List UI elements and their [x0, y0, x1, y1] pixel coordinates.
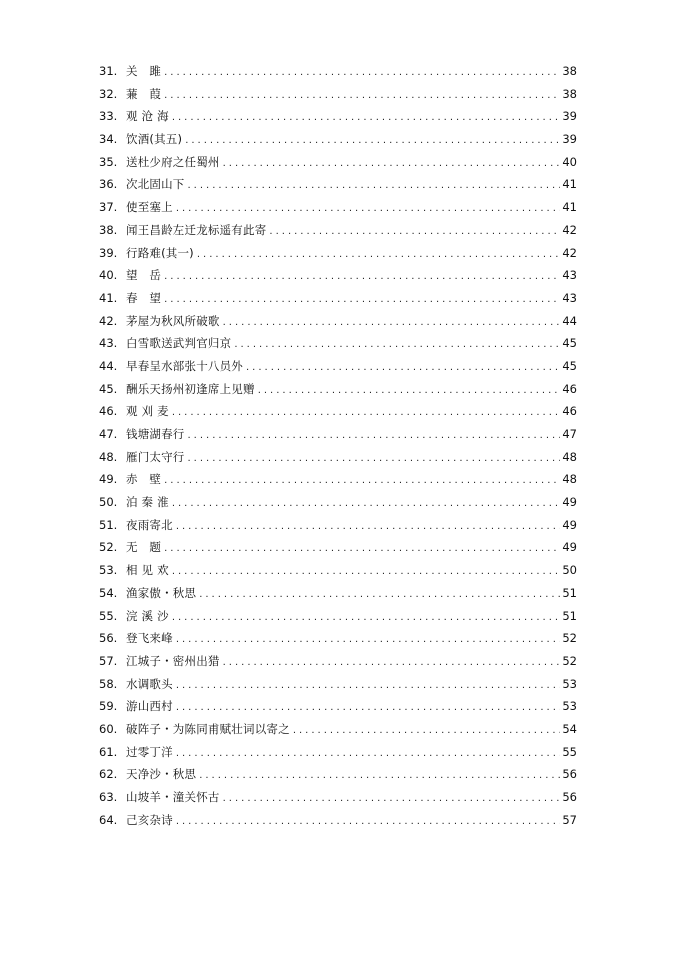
toc-entry-page: 38	[562, 86, 577, 101]
dot-leader	[223, 312, 561, 335]
toc-entry[interactable]	[99, 786, 577, 809]
toc-entry-number: 58.	[99, 676, 118, 691]
toc-entry-title: 茅屋为秋风所破歌	[126, 313, 220, 328]
toc-entry-number: 43.	[99, 336, 118, 351]
dot-leader	[234, 334, 560, 357]
dot-leader	[246, 357, 560, 380]
toc-entry-title: 相 见 欢	[126, 563, 169, 578]
toc-entry-number: 64.	[99, 812, 118, 827]
toc-entry-page: 43	[562, 268, 577, 283]
toc-entry[interactable]	[99, 582, 577, 605]
dot-leader	[176, 629, 561, 652]
toc-entry-title: 渔家傲・秋思	[126, 585, 197, 600]
toc-entry-number: 56.	[99, 631, 118, 646]
dot-leader	[176, 198, 561, 221]
toc-entry-page: 38	[562, 64, 577, 78]
toc-entry-title: 白雪歌送武判官归京	[126, 336, 232, 351]
toc-entry-number: 31.	[99, 64, 118, 78]
toc-entry-page: 53	[562, 699, 577, 714]
dot-leader	[176, 675, 561, 698]
toc-entry-title: 泊 秦 淮	[126, 495, 169, 510]
dot-leader	[172, 561, 561, 584]
toc-entry-page: 41	[562, 177, 577, 192]
toc-entry-number: 34.	[99, 132, 118, 147]
toc-entry[interactable]	[99, 400, 577, 423]
toc-entry-number: 54.	[99, 585, 118, 600]
toc-entry[interactable]	[99, 536, 577, 559]
toc-entry-number: 48.	[99, 449, 118, 464]
toc-entry-page: 49	[562, 540, 577, 555]
toc-entry[interactable]	[99, 287, 577, 310]
toc-entry[interactable]	[99, 741, 577, 764]
toc-entry-title: 浣 溪 沙	[126, 608, 169, 623]
toc-entry-title: 赤 壁	[126, 472, 162, 487]
toc-entry-page: 45	[562, 336, 577, 351]
toc-entry-page: 40	[562, 154, 577, 169]
toc-entry-title: 破阵子・为陈同甫赋壮词以寄之	[126, 721, 290, 736]
toc-entry[interactable]	[99, 559, 577, 582]
toc-entry-number: 57.	[99, 653, 118, 668]
toc-entry-number: 63.	[99, 790, 118, 804]
toc-entry[interactable]	[99, 83, 577, 106]
toc-entry[interactable]	[99, 151, 577, 174]
dot-leader	[176, 811, 561, 834]
toc-entry-title: 早春呈水部张十八员外	[126, 358, 243, 373]
table-of-contents	[99, 60, 577, 831]
toc-entry-title: 水调歌头	[126, 676, 173, 691]
toc-entry-page: 53	[562, 676, 577, 691]
toc-entry[interactable]	[99, 378, 577, 401]
toc-entry-page: 55	[562, 744, 577, 759]
toc-entry-number: 46.	[99, 404, 118, 419]
toc-entry-title: 江城子・密州出猎	[126, 653, 220, 668]
toc-entry[interactable]	[99, 468, 577, 491]
toc-entry[interactable]	[99, 627, 577, 650]
toc-entry-page: 46	[562, 381, 577, 396]
toc-entry-page: 54	[562, 721, 577, 736]
toc-entry[interactable]	[99, 105, 577, 128]
toc-entry-page: 44	[562, 313, 577, 328]
toc-entry-title: 登飞来峰	[126, 631, 173, 646]
dot-leader	[293, 720, 561, 743]
toc-entry[interactable]	[99, 809, 577, 832]
toc-entry-title: 观 沧 海	[126, 109, 169, 124]
toc-entry-title: 关 雎	[126, 64, 162, 78]
toc-entry-title: 过零丁洋	[126, 744, 173, 759]
toc-entry-title: 春 望	[126, 290, 162, 305]
dot-leader	[188, 175, 561, 198]
toc-entry[interactable]	[99, 173, 577, 196]
toc-entry-page: 49	[562, 517, 577, 532]
toc-entry-page: 42	[562, 245, 577, 260]
dot-leader	[176, 516, 561, 539]
toc-entry[interactable]	[99, 673, 577, 696]
toc-entry-number: 36.	[99, 177, 118, 192]
toc-entry-page: 52	[562, 631, 577, 646]
toc-entry-page: 56	[562, 767, 577, 782]
toc-entry-number: 52.	[99, 540, 118, 555]
dot-leader	[199, 765, 560, 788]
toc-entry-number: 41.	[99, 290, 118, 305]
toc-entry-number: 55.	[99, 608, 118, 623]
toc-entry-page: 46	[562, 404, 577, 419]
toc-entry-number: 53.	[99, 563, 118, 578]
toc-entry-page: 48	[562, 449, 577, 464]
toc-entry-number: 61.	[99, 744, 118, 759]
toc-entry-title: 行路难(其一)	[126, 245, 194, 260]
dot-leader	[258, 380, 561, 403]
toc-entry-page: 52	[562, 653, 577, 668]
toc-entry[interactable]	[99, 763, 577, 786]
toc-entry-title: 蒹 葭	[126, 86, 162, 101]
toc-entry-number: 51.	[99, 517, 118, 532]
toc-entry[interactable]	[99, 128, 577, 151]
toc-entry-page: 39	[562, 132, 577, 147]
toc-entry[interactable]	[99, 650, 577, 673]
toc-entry-title: 次北固山下	[126, 177, 185, 192]
toc-entry-number: 33.	[99, 109, 118, 124]
toc-entry[interactable]	[99, 242, 577, 265]
toc-entry-page: 45	[562, 358, 577, 373]
toc-entry-number: 35.	[99, 154, 118, 169]
dot-leader	[176, 697, 561, 720]
toc-entry[interactable]	[99, 514, 577, 537]
toc-entry[interactable]	[99, 310, 577, 333]
toc-entry-page: 51	[562, 585, 577, 600]
dot-leader	[172, 493, 561, 516]
dot-leader	[172, 607, 561, 630]
toc-entry[interactable]	[99, 219, 577, 242]
dot-leader	[164, 538, 560, 561]
toc-entry-title: 己亥杂诗	[126, 812, 173, 827]
dot-leader	[197, 244, 560, 267]
dot-leader	[269, 221, 560, 244]
toc-entry-title: 游山西村	[126, 699, 173, 714]
dot-leader	[223, 153, 561, 176]
toc-entry-page: 56	[562, 790, 577, 804]
toc-entry-page: 50	[562, 563, 577, 578]
toc-entry-page: 39	[562, 109, 577, 124]
dot-leader	[164, 266, 560, 289]
dot-leader	[188, 448, 561, 471]
toc-entry-title: 酬乐天扬州初逢席上见赠	[126, 381, 255, 396]
toc-entry-number: 60.	[99, 721, 118, 736]
toc-entry-title: 使至塞上	[126, 200, 173, 215]
toc-entry-title: 夜雨寄北	[126, 517, 173, 532]
toc-entry-number: 39.	[99, 245, 118, 260]
dot-leader	[223, 652, 561, 675]
toc-entry-title: 闻王昌龄左迁龙标遥有此寄	[126, 222, 267, 237]
toc-entry[interactable]	[99, 446, 577, 469]
toc-entry[interactable]	[99, 695, 577, 718]
toc-entry-page: 41	[562, 200, 577, 215]
toc-entry-title: 山坡羊・潼关怀古	[126, 790, 220, 804]
toc-entry-page: 47	[562, 427, 577, 441]
dot-leader	[164, 470, 560, 493]
toc-entry[interactable]	[99, 60, 577, 83]
dot-leader	[164, 289, 560, 312]
toc-entry[interactable]	[99, 264, 577, 287]
toc-entry[interactable]	[99, 355, 577, 378]
toc-entry-number: 32.	[99, 86, 118, 101]
toc-entry-number: 38.	[99, 222, 118, 237]
toc-entry-number: 50.	[99, 495, 118, 510]
toc-entry-title: 无 题	[126, 540, 162, 555]
dot-leader	[172, 107, 561, 130]
toc-entry-page: 57	[562, 812, 577, 827]
toc-entry-page: 43	[562, 290, 577, 305]
toc-entry-number: 44.	[99, 358, 118, 373]
toc-entry-number: 37.	[99, 200, 118, 215]
toc-entry-page: 48	[562, 472, 577, 487]
toc-entry-title: 钱塘湖春行	[126, 427, 185, 441]
toc-entry-title: 天净沙・秋思	[126, 767, 197, 782]
toc-entry[interactable]	[99, 332, 577, 355]
toc-entry[interactable]	[99, 196, 577, 219]
toc-entry-number: 47.	[99, 427, 118, 441]
toc-entry-number: 40.	[99, 268, 118, 283]
dot-leader	[164, 62, 560, 85]
toc-entry-page: 42	[562, 222, 577, 237]
dot-leader	[223, 788, 561, 811]
dot-leader	[164, 85, 560, 108]
toc-entry-number: 62.	[99, 767, 118, 782]
toc-entry-title: 送杜少府之任蜀州	[126, 154, 220, 169]
dot-leader	[176, 743, 561, 766]
dot-leader	[199, 584, 560, 607]
toc-entry-title: 饮酒(其五)	[126, 132, 183, 147]
toc-entry[interactable]	[99, 718, 577, 741]
dot-leader	[172, 402, 561, 425]
toc-entry-number: 45.	[99, 381, 118, 396]
dot-leader	[185, 130, 560, 153]
toc-entry-page: 49	[562, 495, 577, 510]
toc-entry-number: 59.	[99, 699, 118, 714]
toc-entry[interactable]	[99, 423, 577, 446]
toc-entry-title: 观 刈 麦	[126, 404, 169, 419]
toc-entry-page: 51	[562, 608, 577, 623]
toc-entry-title: 望 岳	[126, 268, 162, 283]
toc-entry-title: 雁门太守行	[126, 449, 185, 464]
toc-entry-number: 42.	[99, 313, 118, 328]
toc-entry-number: 49.	[99, 472, 118, 487]
dot-leader	[188, 425, 561, 448]
toc-entry[interactable]	[99, 491, 577, 514]
toc-entry[interactable]	[99, 605, 577, 628]
